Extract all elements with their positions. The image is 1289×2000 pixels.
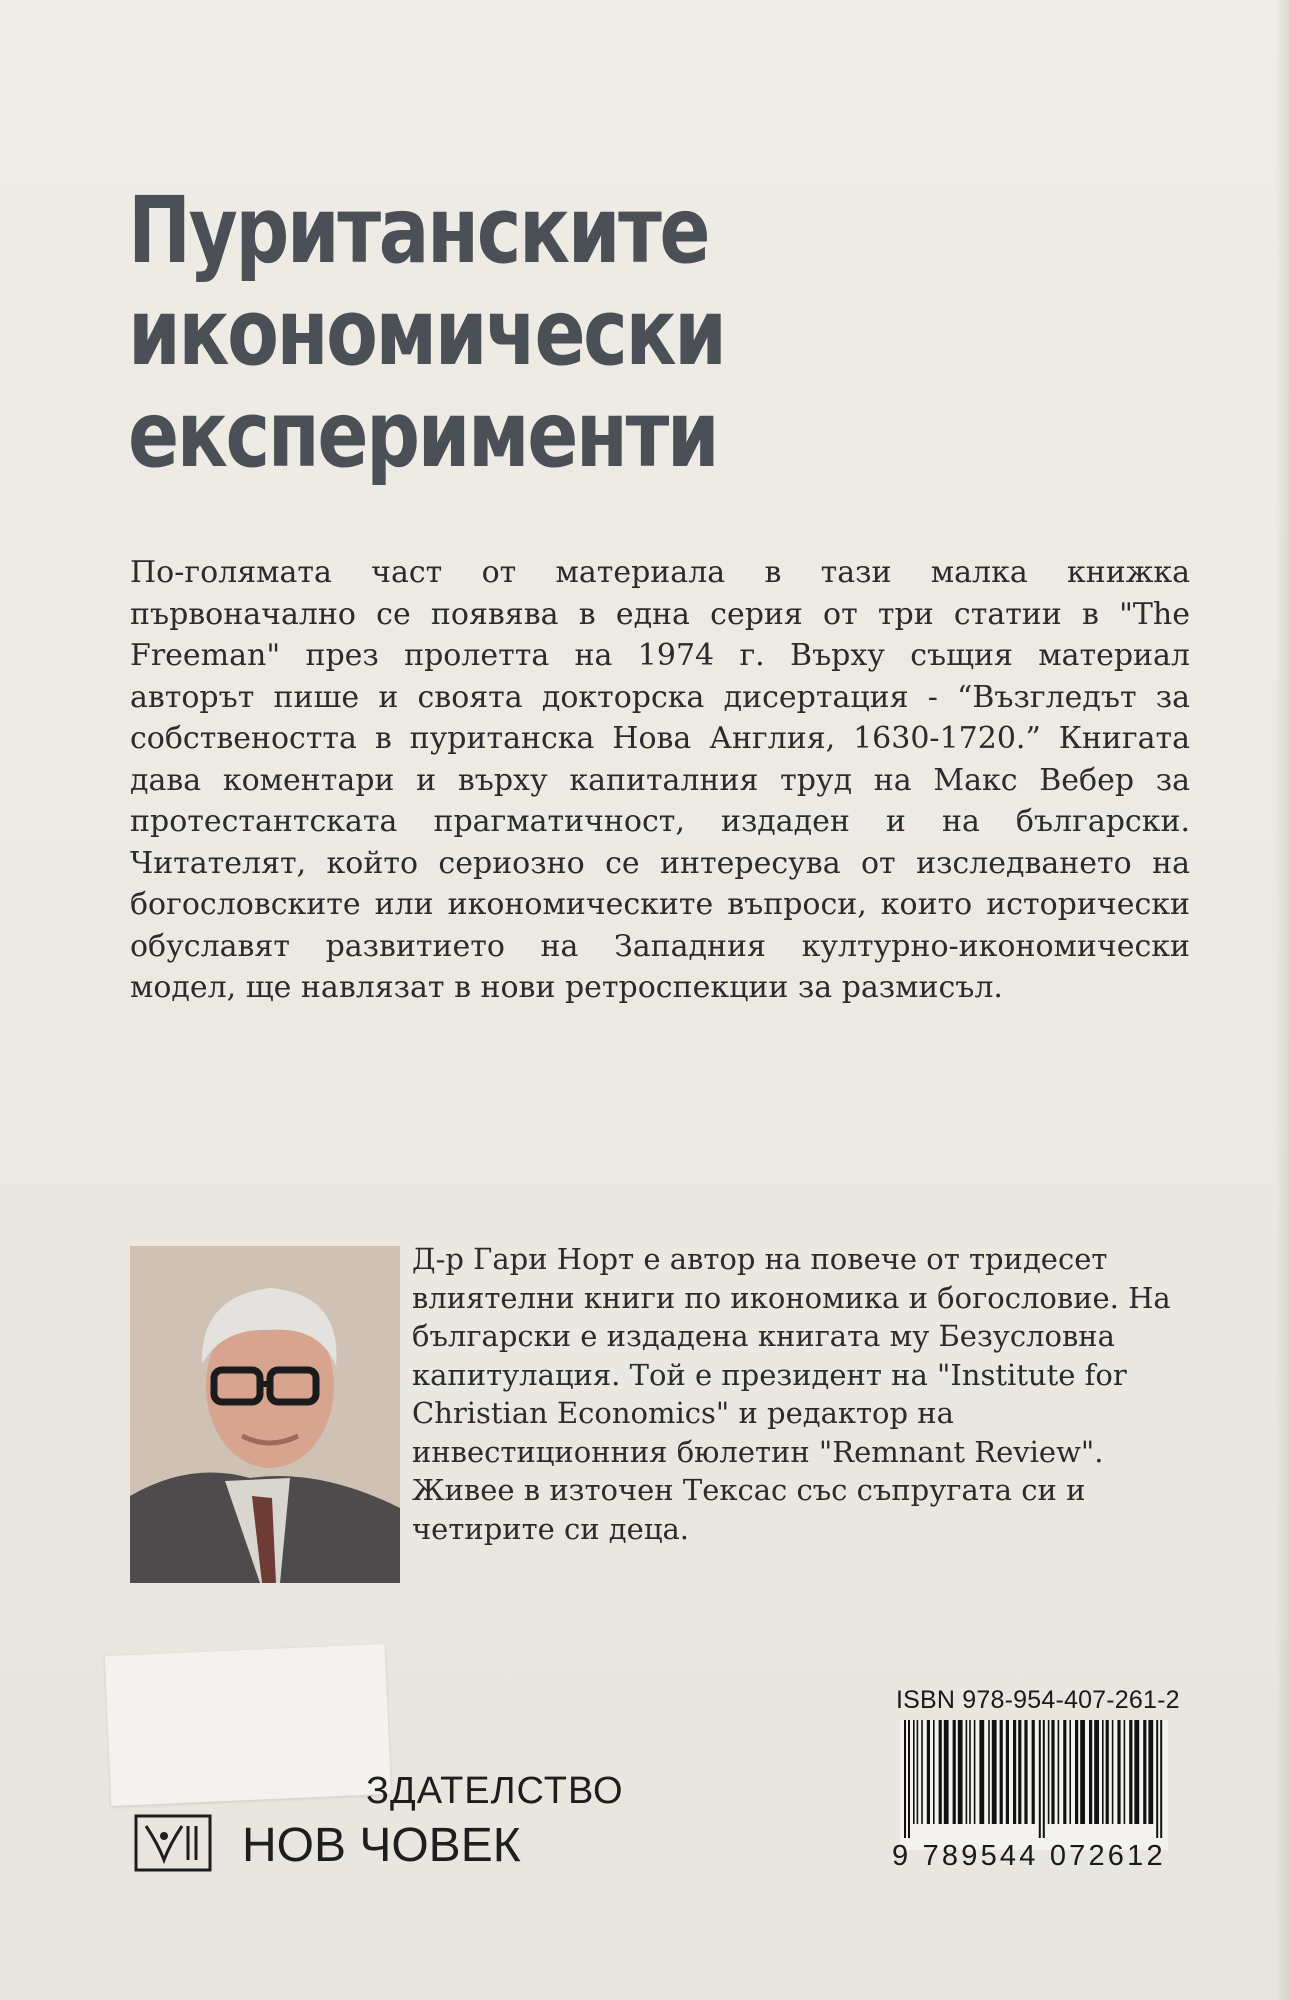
publisher-name-line-1: ЗДАТЕЛСТВО <box>366 1770 624 1812</box>
barcode-bar <box>958 1720 963 1824</box>
author-portrait-icon <box>130 1246 400 1583</box>
barcode-bar <box>1051 1720 1054 1824</box>
barcode-bar <box>953 1720 956 1824</box>
barcode-bar <box>1013 1720 1016 1824</box>
book-description: По-голямата част от материала в тази малка книжка първоначално се появява в една серия от три статии в "The Freeman" през пролетта на 1974 г. Върху същия материал авторът пише и своята докторска дисертация - “Възгледът за собствеността в пуританска Нова Англия, 1630-1720.” Книгата дава коментари и върху капиталния труд на Макс Вебер за протестантската прагматичност, издаден и на български. Читателят, който сериозно се интересува от изследването на богословските или икономическите въпроси, които исторически обуславят развитието на Западния културно-икономически модел, ще навлязат в нови ретроспекции за размисъл. <box>130 555 1190 1005</box>
barcode-bar <box>1102 1720 1104 1824</box>
barcode-bar <box>1112 1720 1114 1824</box>
barcode-bar <box>1048 1720 1050 1824</box>
barcode-bar <box>1075 1720 1078 1824</box>
barcode-bar <box>933 1720 935 1824</box>
barcode-bar <box>969 1720 971 1824</box>
barcode-bar <box>1134 1720 1139 1824</box>
author-bio: Д-р Гари Норт е автор на повече от тридесет влиятелни книги по икономика и богословие. На български е издадена книгата му Безусловна капитулация. Той е президент на "Institute for Christian Economics" и редактор на инвестиционния бюлетин "Remnant Review". Живее в източен Тексас със съпругата си и четирите си деца. <box>412 1242 1171 1546</box>
barcode-bar <box>979 1720 984 1824</box>
barcode-bar <box>1024 1720 1027 1824</box>
barcode-bar <box>974 1720 976 1824</box>
title-line-1: Пуританските <box>128 177 709 284</box>
barcode-bar <box>1124 1720 1126 1824</box>
publisher-mark <box>130 1770 624 1880</box>
barcode-bar <box>913 1720 915 1824</box>
book-title <box>128 177 751 488</box>
barcode-bar <box>1106 1720 1109 1824</box>
barcode-bar <box>1006 1720 1009 1824</box>
barcode-bar <box>1000 1720 1003 1824</box>
barcode-bar <box>1160 1720 1162 1838</box>
barcode-bar <box>904 1720 906 1838</box>
publisher-name-line-2: НОВ ЧОВЕК <box>242 1819 521 1872</box>
barcode-bar <box>966 1720 968 1824</box>
barcode-bars <box>900 1720 1168 1838</box>
barcode <box>900 1720 1168 1850</box>
barcode-bar <box>988 1720 990 1824</box>
isbn-label: ISBN 978-954-407-261-2 <box>896 1686 1180 1714</box>
barcode-bar <box>1080 1720 1085 1824</box>
barcode-bar <box>1063 1720 1066 1824</box>
barcode-bar <box>1032 1720 1035 1824</box>
author-photo <box>130 1246 400 1583</box>
barcode-bar <box>1043 1720 1045 1838</box>
barcode-bar <box>921 1720 923 1824</box>
barcode-bar <box>927 1720 930 1824</box>
barcode-bar <box>1094 1720 1099 1824</box>
barcode-bar <box>1058 1720 1060 1824</box>
spine-edge <box>1275 0 1289 2000</box>
barcode-bar <box>1143 1720 1146 1824</box>
barcode-bar <box>1117 1720 1120 1824</box>
barcode-bar <box>908 1720 910 1838</box>
barcode-bar <box>1089 1720 1092 1824</box>
barcode-bar <box>917 1720 919 1824</box>
barcode-digits: 9 789544 072612 <box>892 1840 1166 1872</box>
barcode-bar <box>939 1720 942 1824</box>
barcode-bar <box>944 1720 949 1824</box>
title-line-2: икономически <box>128 279 725 386</box>
barcode-bar <box>1018 1720 1021 1824</box>
barcode-bar <box>1069 1720 1071 1824</box>
publisher-logo-icon <box>134 1814 212 1872</box>
barcode-bar <box>1148 1720 1153 1824</box>
barcode-bar <box>992 1720 997 1824</box>
barcode-bar <box>1129 1720 1132 1824</box>
barcode-bar <box>1156 1720 1158 1838</box>
barcode-bar <box>1039 1720 1041 1838</box>
title-line-3: експерименти <box>128 381 718 488</box>
